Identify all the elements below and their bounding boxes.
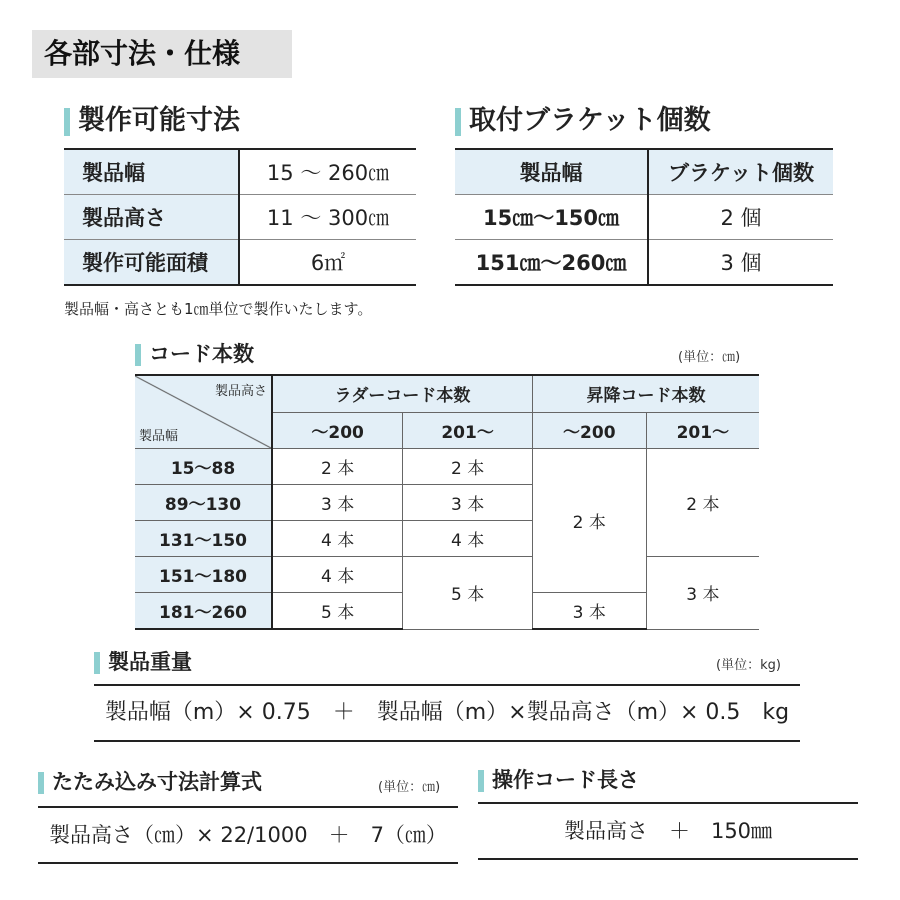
- sub-header: 〜200: [272, 412, 403, 449]
- cord-length-section-title-text: 操作コード長さ: [492, 768, 639, 792]
- bracket-count: 2 個: [648, 195, 833, 240]
- bracket-section-title-text: 取付ブラケット個数: [469, 105, 711, 136]
- bracket-width: 15㎝〜150㎝: [455, 195, 648, 240]
- section-marker: [455, 108, 461, 136]
- table-row: [135, 557, 759, 593]
- weight-section-title-text: 製品重量: [108, 650, 192, 674]
- size-section-title-text: 製作可能寸法: [78, 105, 240, 136]
- sub-header: 201〜: [646, 412, 759, 449]
- fold-section-title: [38, 766, 262, 796]
- section-marker: [94, 652, 100, 674]
- table-row: [135, 449, 759, 485]
- corner-cell: [135, 375, 272, 449]
- lift-gt200-cell: 3 本: [646, 557, 759, 630]
- cord-length-section-title: [478, 764, 639, 794]
- cord-table: [135, 374, 759, 630]
- bracket-table: [455, 148, 833, 286]
- size-section-title: [64, 98, 240, 137]
- bracket-width: 151㎝〜260㎝: [455, 240, 648, 286]
- cord-section-title-text: コード本数: [149, 342, 254, 366]
- ladder-le200-cell: 4 本: [272, 521, 403, 557]
- ladder-le200-cell: 5 本: [272, 593, 403, 630]
- table-row: [64, 240, 416, 286]
- section-marker: [38, 772, 44, 794]
- corner-bottom-label: 製品幅: [139, 429, 179, 444]
- cord-length-formula: 製品高さ ＋ 150㎜: [478, 802, 858, 860]
- cord-unit: (単位：㎝): [678, 350, 741, 365]
- bracket-count: 3 個: [648, 240, 833, 286]
- row-label: 131〜150: [135, 521, 272, 557]
- ladder-gt200-cell: 3 本: [403, 485, 533, 521]
- bracket-section-title: [455, 98, 711, 137]
- weight-formula: 製品幅（m）× 0.75 ＋ 製品幅（m）×製品高さ（m）× 0.5 kg: [94, 684, 800, 742]
- row-label: 181〜260: [135, 593, 272, 630]
- section-marker: [478, 770, 484, 792]
- page-title: 各部寸法・仕様: [32, 30, 292, 78]
- fold-formula: 製品高さ（㎝）× 22/1000 ＋ 7（㎝）: [38, 806, 458, 864]
- fold-unit: (単位：㎝): [378, 780, 441, 795]
- size-table: [64, 148, 416, 286]
- sub-header: 〜200: [532, 412, 646, 449]
- table-row: [455, 195, 833, 240]
- size-label-width: 製品幅: [64, 149, 239, 195]
- section-marker: [64, 108, 70, 136]
- ladder-gt200-cell: 4 本: [403, 521, 533, 557]
- table-header-row: [135, 375, 759, 412]
- corner-top-label: 製品高さ: [214, 384, 267, 399]
- section-marker: [135, 344, 141, 366]
- size-label-height: 製品高さ: [64, 195, 239, 240]
- lift-le200-cell: 2 本: [532, 449, 646, 593]
- table-header-row: [455, 149, 833, 195]
- table-row: [64, 195, 416, 240]
- lift-gt200-cell: 2 本: [646, 449, 759, 557]
- weight-section-title: [94, 646, 192, 676]
- size-label-area: 製作可能面積: [64, 240, 239, 286]
- table-row: [455, 240, 833, 286]
- lift-le200-cell: 3 本: [532, 593, 646, 630]
- size-note: 製品幅・高さとも1㎝単位で製作いたします。: [64, 300, 373, 318]
- ladder-gt200-cell: 5 本: [403, 557, 533, 630]
- fold-section-title-text: たたみ込み寸法計算式: [52, 770, 262, 794]
- row-label: 15〜88: [135, 449, 272, 485]
- ladder-le200-cell: 2 本: [272, 449, 403, 485]
- row-label: 89〜130: [135, 485, 272, 521]
- cord-section-title: [135, 338, 254, 368]
- lift-cord-header: 昇降コード本数: [532, 375, 759, 412]
- table-row: [64, 149, 416, 195]
- size-value-area: 6㎡: [239, 240, 416, 286]
- ladder-gt200-cell: 2 本: [403, 449, 533, 485]
- row-label: 151〜180: [135, 557, 272, 593]
- ladder-cord-header: ラダーコード本数: [272, 375, 532, 412]
- sub-header: 201〜: [403, 412, 533, 449]
- bracket-header-count: ブラケット個数: [648, 149, 833, 195]
- ladder-le200-cell: 4 本: [272, 557, 403, 593]
- weight-unit: (単位：kg): [716, 658, 781, 673]
- bracket-header-width: 製品幅: [455, 149, 648, 195]
- size-value-height: 11 〜 300㎝: [239, 195, 416, 240]
- size-value-width: 15 〜 260㎝: [239, 149, 416, 195]
- ladder-le200-cell: 3 本: [272, 485, 403, 521]
